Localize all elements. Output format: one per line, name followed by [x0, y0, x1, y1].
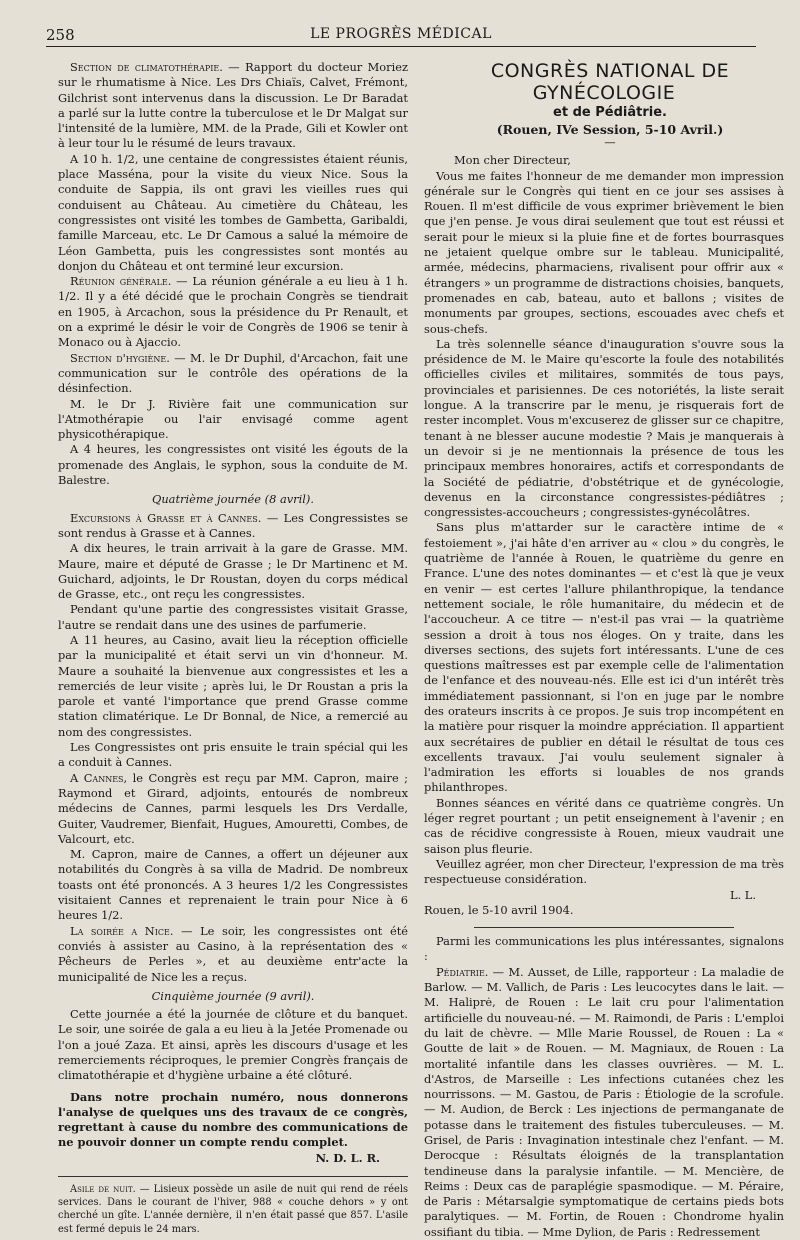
- paragraph: Les Congressistes ont pris ensuite le train spécial qui les a conduit à Cannes.: [58, 740, 408, 770]
- divider: [58, 1176, 408, 1177]
- editor-note: Dans notre prochain numéro, nous donnerons l'analyse de quelques uns des travaux de ce congrès, regrettant à cause du nombre des communications de ne pouvoir donner un compte rendu complet.: [58, 1089, 408, 1150]
- paragraph: La très solennelle séance d'inauguration s'ouvre sous la présidence de M. le Maire qu'escorte la foule des notabilités officielles civiles et militaires, sommités de tous pays, provinciales et parisiennes. De ces notoriétés, la liste serait longue. A la transcrire par le menu, je risquerais fort de rester incomplet. Vous m'excuserez de glisser sur ce chapitre, tenant à ne blesser aucune modestie ? Mais je manquerais à un devoir si je ne mentionnais la présence de tous les principaux membres honoraires, actifs et correspondants de la Société de pédiatrie, d'obstétrique et de gynécologie, devenus en la circonstance congressistes-pédiâtres ; congressistes-accoucheurs ; congressistes-gynécolâtres.: [424, 336, 784, 520]
- left-column: [58, 60, 408, 1236]
- rubric: Excursions à Grasse et à Cannes.: [70, 510, 262, 525]
- paragraph: Pendant qu'une partie des congressistes visitait Grasse, l'autre se rendait dans une des usines de parfumerie.: [58, 602, 408, 632]
- day-heading: Cinquième journée (9 avril).: [151, 988, 315, 1003]
- divider: [474, 927, 734, 928]
- paragraph: La soirée a Nice. — Le soir, les congressistes ont été conviés à assister au Casino, à la représentation des « Pêcheurs de Perles », et au deuxième entr'acte la municipalité de Nice les a reçus.: [58, 923, 409, 984]
- page-header: [46, 24, 756, 47]
- running-title: LE PROGRÈS MÉDICAL: [310, 26, 492, 42]
- rubric: La soirée a Nice.: [70, 923, 174, 938]
- title-dash: —: [604, 135, 616, 150]
- paragraph: Veuillez agréer, mon cher Directeur, l'expression de ma très respectueuse considération.: [424, 856, 784, 887]
- article-session: (Rouen, IVe Session, 5-10 Avril.): [496, 122, 724, 137]
- paragraph: Réunion générale. — La réunion générale a eu lieu à 1 h. 1/2. Il y a été décidé que le prochain Congrès se tiendrait en 1905, à Arcachon, sous la présidence du Pr Renault, et on a exprimé le désir le voir de Congrès de 1906 se tenir à Monaco ou à Ajaccio.: [58, 274, 408, 350]
- editor-signature: N. D. L. R.: [315, 1150, 380, 1165]
- paragraph: A dix heures, le train arrivait à la gare de Grasse. MM. Maure, maire et député de Grasse ; le Dr Martinenc et M. Guichard, adjoints, le Dr Roustan, doyen du corps médical de Grasse, etc., ont reçu les congressistes.: [58, 541, 408, 602]
- salutation: Mon cher Directeur,: [454, 153, 571, 168]
- dateline: Rouen, le 5-10 avril 1904.: [424, 902, 574, 917]
- page-number: 258: [46, 26, 75, 44]
- article-subtitle: et de Pédiâtrie.: [553, 105, 667, 120]
- paragraph: M. Capron, maire de Cannes, a offert un déjeuner aux notabilités du Congrès à sa villa de Madrid. De nombreux toasts ont été prononcés. A 3 heures 1/2 les Congressistes visitaient Cannes et reprenaient le train pour Nice à 6 heures 1/2.: [58, 847, 408, 923]
- paragraph: Parmi les communications les plus intéressantes, signalons :: [424, 934, 784, 964]
- paragraph: A 4 heures, les congressistes ont visité les égouts de la promenade des Anglais, le syphon, sous la conduite de M. Balestre.: [58, 442, 408, 488]
- day-heading: Quatrième journée (8 avril).: [152, 492, 314, 507]
- rubric: Section de climatothérapie.: [70, 60, 223, 74]
- paragraph: Excursions à Grasse et à Cannes. — Les Congressistes se sont rendus à Grasse et à Cannes.: [58, 510, 409, 540]
- communications-list: Pédiatrie. — M. Ausset, de Lille, rapporteur : La maladie de Barlow. — M. Vallich, de Paris : Les leucocytes dans le lait. — M. Haliprė, de Rouen : Le lait cru pour l'alimentation artificielle du nouveau-né. — M. Raimondi, de Paris : L'emploi du lait de chèvre. — Mlle Marie Roussel, de Rouen : La « Goutte de lait » de Rouen. — M. Magniaux, de Rouen : La mortalité infantile dans les classes ouvrières. — M. L. d'Astros, de Marseille : Les infections cutanées chez les nourrissons. — M. Gastou, de Paris : Étiologie de la scrofule. — M. Audion, de Berck : Les injections de permanganate de potasse dans le traitement des fistules tuberculeuses. — M. Grisel, de Paris : Invagination intestinale chez l'enfant. — M. Derocque : Résultats éloignés de la transplantation tendineuse dans la paralysie infantile. — M. Mencière, de Reims : Deux cas de paraplégie spasmodique. — M. Péraire, de Paris : Métarsalgie symptomatique de certains pieds bots paralytiques. — M. Fortin, de Rouen : Chondrome hyalin ossifiant du tibia. — Mme Dylion, de Paris : Redressement: [424, 964, 784, 1239]
- paragraph: Bonnes séances en vérité dans ce quatrième congrès. Un léger regret pourtant ; un petit enseignement à l'avenir ; en cas de récidive congressiste à Rouen, mieux vaudrait une saison plus fleurie.: [424, 795, 784, 856]
- paragraph: Cette journée a été la journée de clôture et du banquet. Le soir, une soirée de gala a eu lieu à la Jetée Promenade ou l'on a joué Zaza. Et ainsi, après les discours d'usage et les remerciements réciproques, le premier Congrès français de climatothérapie et d'hygiène urbaine a été clôturé.: [58, 1007, 408, 1083]
- rubric: Section d'hygiène.: [70, 350, 170, 365]
- paragraph: Section de climatothérapie. — Rapport du docteur Moriez sur le rhumatisme à Nice. Les Drs Chiaïs, Calvet, Frémont, Gilchrist sont intervenus dans la discussion. Le Dr Baradat a parlé sur la lutte contre la tuberculose et le Dr Malgat sur l'intensité de la lumière, MM. de la Prade, Gili et Kowler ont à leur tour lu le résumé de leurs travaux.: [58, 60, 408, 151]
- paragraph: A Cannes, le Congrès est reçu par MM. Capron, maire ; Raymond et Girard, adjoints, entourés de nombreux médecins de Cannes, parmi lesquels les Drs Verdalle, Guiter, Vaudremer, Bienfait, Hugues, Amouretti, Combes, de Valcourt, etc.: [58, 770, 409, 846]
- rubric: Réunion générale.: [70, 274, 172, 289]
- right-column: [424, 60, 784, 1240]
- rubric: Pédiatrie.: [436, 964, 489, 979]
- paragraph: Sans plus m'attarder sur le caractère intime de « festoiement », j'ai hâte d'en arriver au « clou » du congrès, le quatrième de l'année à Rouen, le quatrième du genre en France. L'une des notes dominantes — et c'est là que je veux en venir — est certes l'allure philanthropique, la tendance nettement sociale, le rôle humanitaire, du médecin et de l'accoucheur. A ce titre — n'est-il pas vrai — la quatrième session a droit à tous nos éloges. On y traite, dans les diverses sections, des sujets fort intéressants. L'une de ces questions maîtresses est par exemple celle de l'alimentation de l'enfance et des nouveau-nés. Elle est ici d'un intérêt très immédiatement passionnant, si l'on en juge par le nombre des orateurs inscrits à ce propos. Je suis trop incompétent en la matière pour risquer la moindre appréciation. Il appartient aux secrétaires de publier en détail le résultat de tous ces excellents travaux. J'ai voulu seulement signaler à l'admiration les efforts si louables de nos grands philanthropes.: [424, 520, 784, 795]
- news-item-asile: Asile de nuit. — Lisieux possède un asile de nuit qui rend de réels services. Dans le courant de l'hiver, 988 « couche dehors » y ont cherché un gîte. L'année dernière, il n'en était passé que 857. L'asile est fermé depuis le 24 mars.: [58, 1184, 408, 1235]
- paragraph: Vous me faites l'honneur de me demander mon impression générale sur le Congrès qui tient en ce jour ses assises à Rouen. Il m'est difficile de vous exprimer brièvement le bien que j'en pense. Je vous dirai seulement que tout est réussi et serait pour le mieux si la pluie fine et de fortes bourrasques ne jetaient quelque ombre sur le tableau. Municipalité, armée, médecins, pharmaciens, rivalisent pour offrir aux « étrangers » un programme de distractions choisies, banquets, promenades en cab, bateau, auto et ballons ; visites de monuments par groupes, sections, escouades avec chefs et sous-chefs.: [424, 168, 784, 336]
- article-title: CONGRÈS NATIONAL DE GYNÉCOLOGIE: [490, 60, 730, 104]
- paragraph: A 10 h. 1/2, une centaine de congressistes étaient réunis, place Masséna, pour la visite du vieux Nice. Sous la conduite de Sappia, ils ont gravi les vieilles rues qui conduisent au Château. Au cimetière du Château, les congressistes ont visité les tombes de Gambetta, Garibaldi, famille Marceau, etc. Le Dr Camous a salué la mémoire de Léon Gambetta, puis les congressistes sont montés au donjon du Château et ont terminé leur excursion.: [58, 151, 408, 273]
- rubric: Asile de nuit.: [70, 1184, 136, 1196]
- paragraph: Section d'hygiène. — M. le Dr Duphil, d'Arcachon, fait une communication sur le contrôle des opérations de la désinfection.: [58, 350, 408, 396]
- letter-signature: L. L.: [730, 887, 756, 902]
- paragraph: A 11 heures, au Casino, avait lieu la réception officielle par la municipalité et était servi un vin d'honneur. M. Maure a souhaité la bienvenue aux congressistes et les a remerciés de leur visite ; après lui, le Dr Roustan a pris la parole et vanté l'importance que prend Grasse comme station climatérique. Le Dr Bonnal, de Nice, a remercié au nom des congressistes.: [58, 632, 408, 739]
- rubric: A Cannes,: [70, 770, 128, 785]
- paragraph: M. le Dr J. Rivière fait une communication sur l'Atmothérapie ou l'air envisagé comme agent physicothérapique.: [58, 396, 408, 442]
